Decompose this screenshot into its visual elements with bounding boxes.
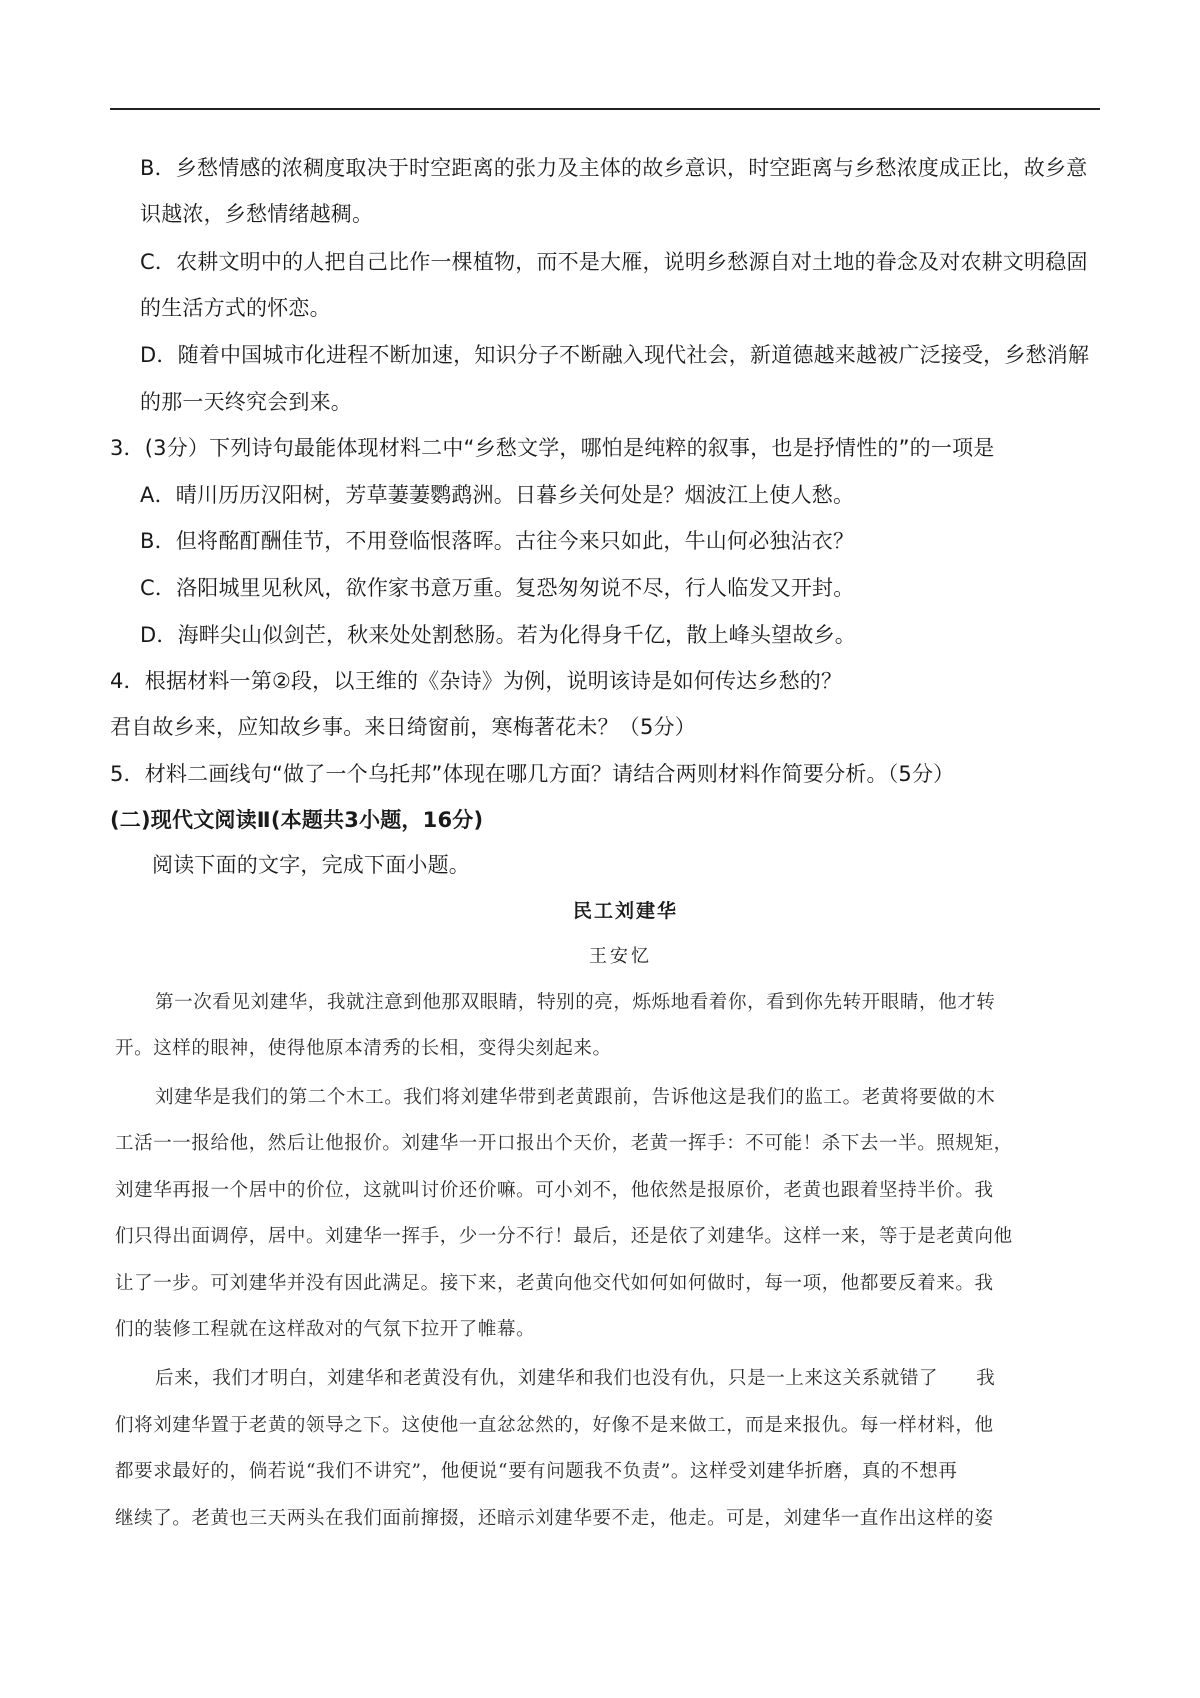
article-p2-line: 刘建华是我们的第二个木工。我们将刘建华带到老黄跟前，告诉他这是我们的监工。老黄将要做的木 [155, 1087, 996, 1108]
q2-option-c-line1: C．农耕文明中的人把自己比作一棵植物，而不是大雁，说明乡愁源自对土地的眷念及对农耕文明稳固 [140, 250, 1088, 274]
q2-option-d-line2: 的那一天终究会到来。 [140, 390, 352, 414]
article-author: 王安忆 [589, 946, 652, 967]
section-heading: (二)现代文阅读Ⅱ(本题共3小题，16分) [110, 808, 484, 832]
q4-poem: 君自故乡来，应知故乡事。来日绮窗前，寒梅著花未？（5分） [110, 715, 696, 739]
q3-option-a: A．晴川历历汉阳树，芳草萋萋鹦鹉洲。日暮乡关何处是？烟波江上使人愁。 [140, 483, 855, 507]
article-p1-line: 第一次看见刘建华，我就注意到他那双眼睛，特别的亮，烁烁地看着你，看到你先转开眼睛，他才转 [155, 992, 996, 1013]
article-p3-line: 后来，我们才明白，刘建华和老黄没有仇，刘建华和我们也没有仇，只是一上来这关系就错了 我 [155, 1368, 996, 1389]
q3-stem: 3．(3分）下列诗句最能体现材料二中“乡愁文学，哪怕是纯粹的叙事，也是抒情性的”的一项是 [110, 436, 995, 460]
section-instruction: 阅读下面的文字，完成下面小题。 [152, 853, 470, 877]
q3-option-d: D．海畔尖山似剑芒，秋来处处割愁肠。若为化得身千亿，散上峰头望故乡。 [140, 623, 856, 647]
article-p2-line: 们的装修工程就在这样敌对的气氛下拉开了帷幕。 [115, 1319, 536, 1340]
header-rule [110, 108, 1100, 110]
article-p1-line: 开。这样的眼神，使得他原本清秀的长相，变得尖刻起来。 [115, 1038, 612, 1059]
article-p2-line: 们只得出面调停，居中。刘建华一挥手，少一分不行！最后，还是依了刘建华。这样一来，等于是老黄向他 [115, 1226, 1013, 1247]
article-p2-line: 工活一一报给他，然后让他报价。刘建华一开口报出个天价，老黄一挥手：不可能！杀下去一半。照规矩， [115, 1133, 1013, 1154]
q2-option-b-line2: 识越浓，乡愁情绪越稠。 [140, 202, 374, 226]
q3-option-b: B．但将酩酊酬佳节，不用登临恨落晖。古往今来只如此，牛山何必独沾衣？ [140, 529, 855, 553]
article-p2-line: 让了一步。可刘建华并没有因此满足。接下来，老黄向他交代如何如何做时，每一项，他都要反着来。我 [115, 1273, 994, 1294]
q5-stem: 5．材料二画线句“做了一个乌托邦”体现在哪几方面？请结合两则材料作简要分析。（5分） [110, 762, 955, 786]
q4-stem: 4．根据材料一第②段，以王维的《杂诗》为例，说明该诗是如何传达乡愁的？ [110, 669, 843, 693]
article-title: 民工刘建华 [573, 900, 679, 922]
article-p2-line: 刘建华再报一个居中的价位，这就叫讨价还价嘛。可小刘不，他依然是报原价，老黄也跟着坚持半价。我 [115, 1180, 994, 1201]
article-p3-line: 都要求最好的，倘若说“我们不讲究”，他便说“要有问题我不负责”。这样受刘建华折磨，真的不想再 [115, 1461, 958, 1482]
q2-option-d-line1: D．随着中国城市化进程不断加速，知识分子不断融入现代社会，新道德越来越被广泛接受，乡愁消解 [140, 343, 1090, 367]
article-p3-line: 继续了。老黄也三天两头在我们面前撺掇，还暗示刘建华要不走，他走。可是，刘建华一直作出这样的姿 [115, 1508, 994, 1529]
q2-option-c-line2: 的生活方式的怀恋。 [140, 296, 331, 320]
q2-option-b-line1: B．乡愁情感的浓稠度取决于时空距离的张力及主体的故乡意识，时空距离与乡愁浓度成正比，故乡意 [140, 156, 1088, 180]
q3-option-c: C．洛阳城里见秋风，欲作家书意万重。复恐匆匆说不尽，行人临发又开封。 [140, 576, 855, 600]
article-p3-line: 们将刘建华置于老黄的领导之下。这使他一直忿忿然的，好像不是来做工，而是来报仇。每一样材料，他 [115, 1415, 994, 1436]
